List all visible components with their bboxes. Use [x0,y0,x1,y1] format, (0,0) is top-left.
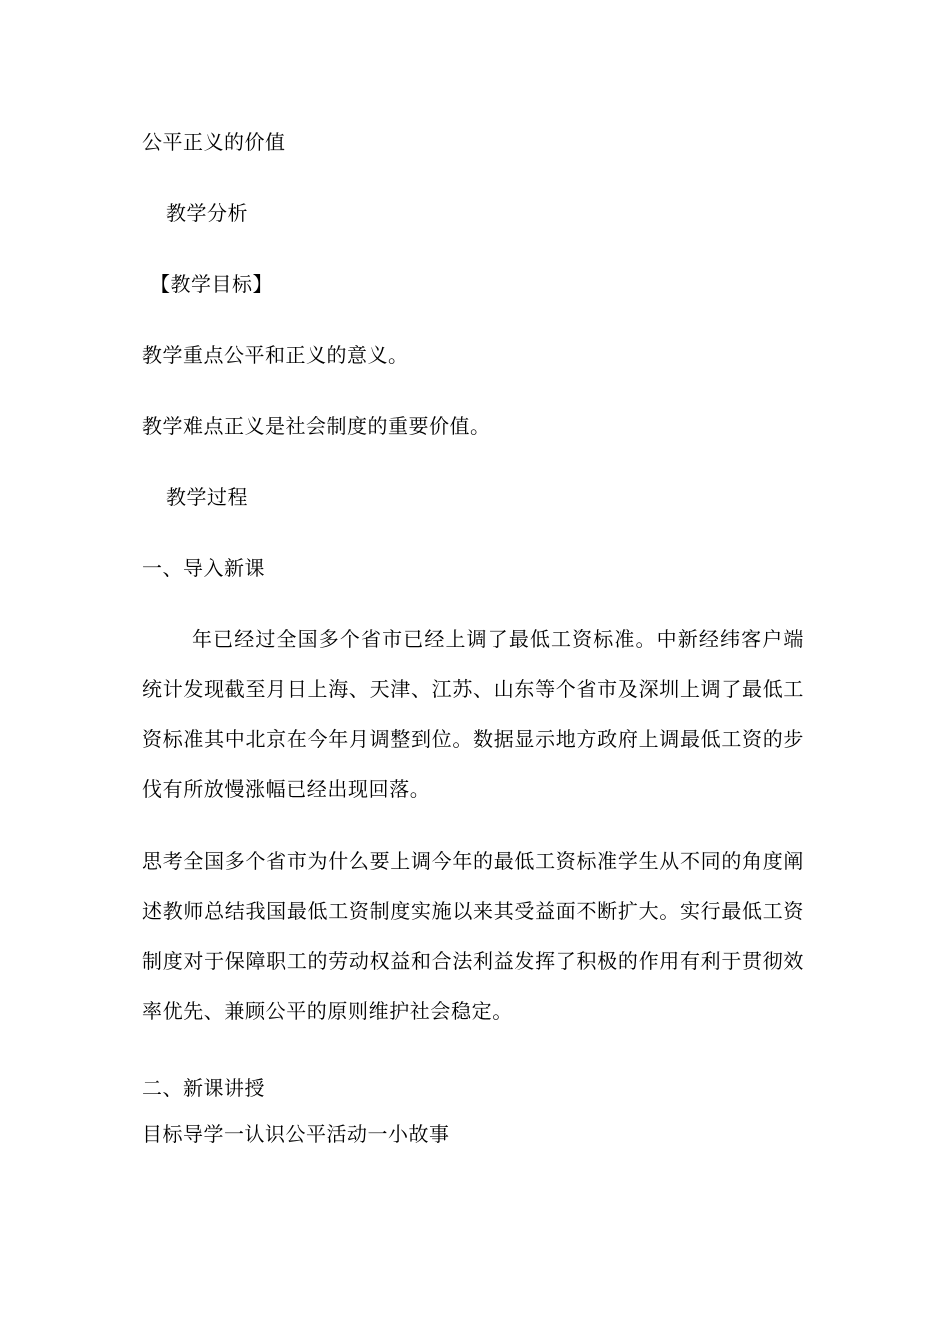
thinking-paragraph: 思考全国多个省市为什么要上调今年的最低工资标准学生从不同的角度阐述教师总结我国最低工资制度实施以来其受益面不断扩大。实行最低工资制度对于保障职工的劳动权益和合法利益发挥了积极的作用有利于贯彻效率优先、兼顾公平的原则维护社会稳定。 [142,849,804,1023]
difficult-point-text: 教学难点正义是社会制度的重要价值。 [142,414,491,438]
intro-paragraph: 年已经过全国多个省市已经上调了最低工资标准。中新经纬客户端统计发现截至月日上海、天津、江苏、山东等个省市及深圳上调了最低工资标准其中北京在今年月调整到位。数据显示地方政府上调最低工资的步伐有所放慢涨幅已经出现回落。 [142,627,804,801]
section-heading-new-lesson: 二、新课讲授 [142,1076,265,1100]
document-title: 公平正义的价值 [142,130,286,154]
key-point-text: 教学重点公平和正义的意义。 [142,343,409,367]
heading-teaching-process: 教学过程 [166,485,248,509]
heading-teaching-goals: 【教学目标】 [150,272,273,296]
section-heading-intro: 一、导入新课 [142,556,265,580]
heading-teaching-analysis: 教学分析 [166,201,248,225]
target-heading-1: 目标导学一认识公平活动一小故事 [142,1122,450,1146]
